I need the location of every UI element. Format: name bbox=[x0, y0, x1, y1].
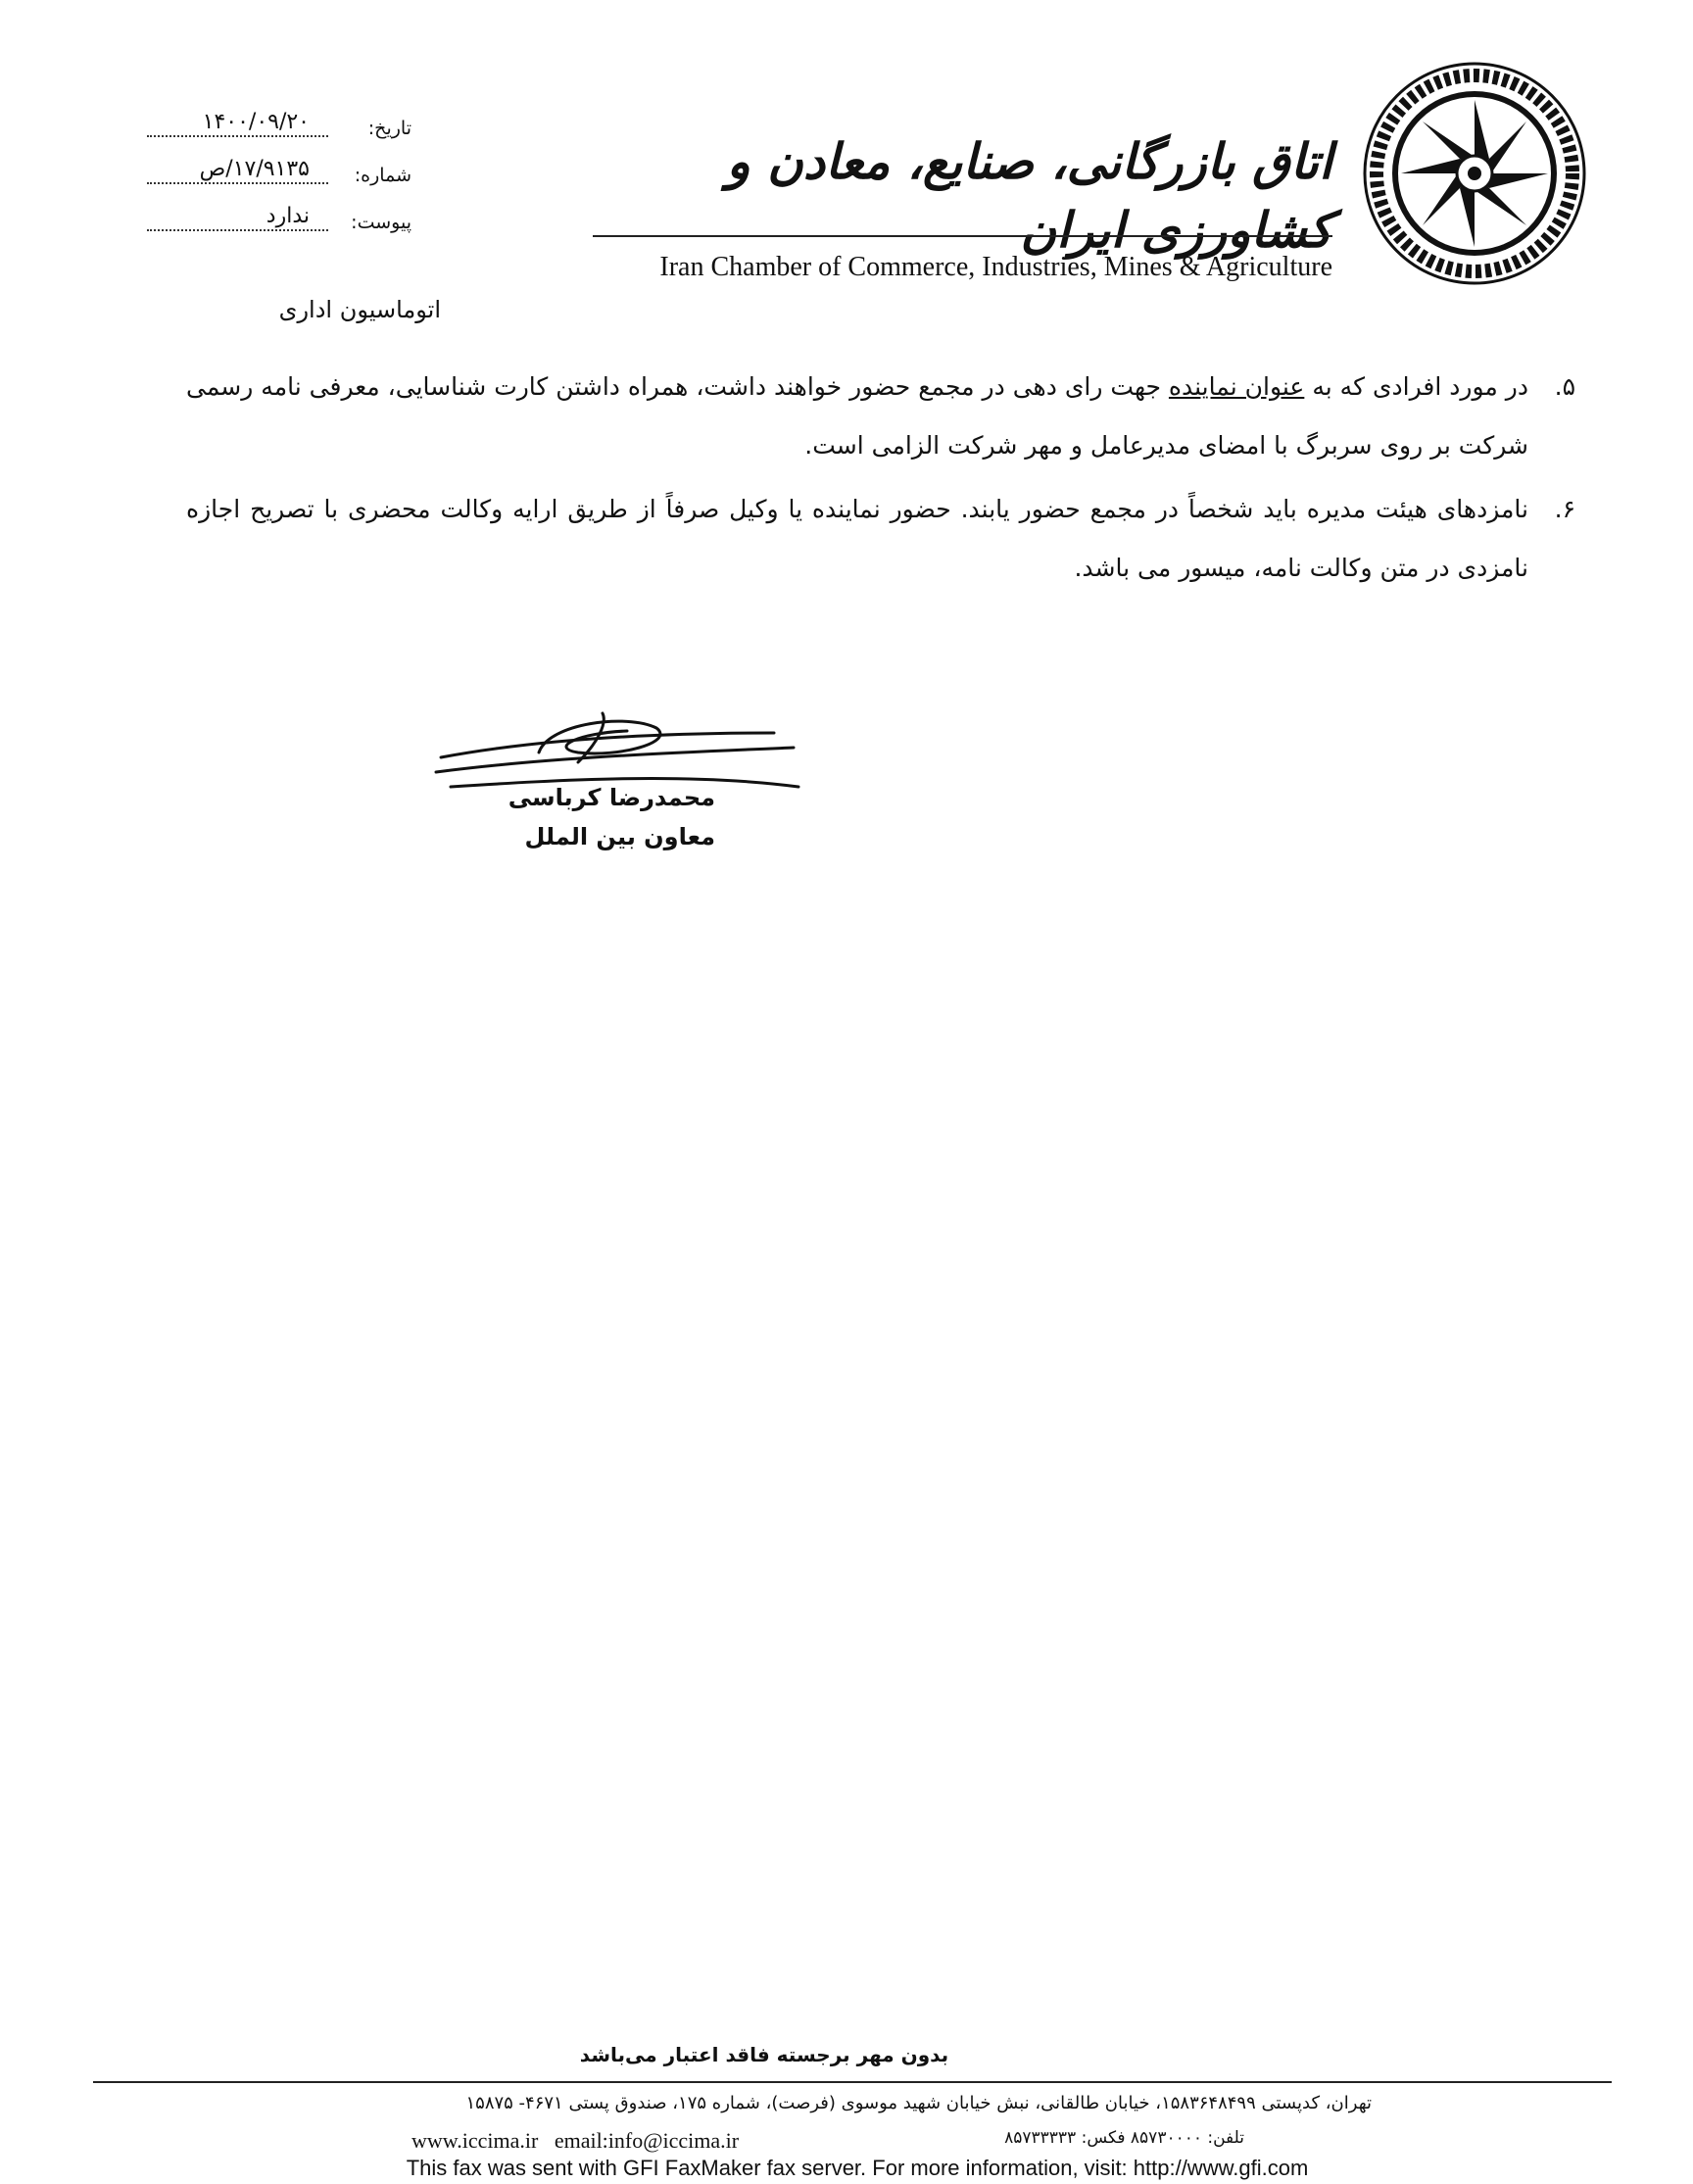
underlined-phrase: عنوان نماینده bbox=[1168, 372, 1305, 401]
date-field bbox=[147, 110, 411, 149]
paragraph-5 bbox=[186, 358, 1575, 475]
signer-title: معاون بین الملل bbox=[524, 823, 715, 850]
attachment-label: پیوست: bbox=[351, 212, 411, 233]
attachment-value: ندارد bbox=[263, 204, 314, 228]
footer-divider bbox=[93, 2081, 1612, 2083]
signer-name: محمدرضا کرباسی bbox=[508, 784, 715, 811]
number-value: ۱۷/۹۱۳۵/ص bbox=[196, 157, 314, 181]
date-dots bbox=[147, 135, 328, 137]
letterhead-divider bbox=[593, 235, 1332, 237]
number-dots bbox=[147, 182, 328, 184]
fax-server-banner: This fax was sent with GFI FaxMaker fax server. For more information, visit: http://www.gfi.com bbox=[406, 2156, 1309, 2180]
paragraph-number: ۶. bbox=[1554, 495, 1575, 523]
number-label: شماره: bbox=[354, 165, 411, 186]
org-name-persian: اتاق بازرگانی، صنایع، معادن و کشاورزی ایران bbox=[726, 132, 1332, 259]
iccima-seal-icon bbox=[1362, 61, 1587, 286]
footer-address: تهران، کدپستی ۱۵۸۳۶۴۸۴۹۹، خیابان طالقانی، نبش خیابان شهید موسوی (فرصت)، شماره ۱۷۵، صندوق پستی ۴۶۷۱- ۱۵۸۷۵ bbox=[465, 2093, 1372, 2113]
footer-web-email bbox=[411, 2128, 823, 2154]
date-value: ۱۴۰۰/۰۹/۲۰ bbox=[199, 110, 314, 134]
recipient-line: اتوماسیون اداری bbox=[278, 296, 441, 323]
org-name-english: Iran Chamber of Commerce, Industries, Mines & Agriculture bbox=[659, 252, 1332, 282]
attachment-field bbox=[147, 204, 411, 243]
footer-email: email:info@iccima.ir bbox=[554, 2128, 740, 2153]
footer-validity-note: بدون مهر برجسته فاقد اعتبار می‌باشد bbox=[579, 2043, 949, 2066]
footer-phone-fax: تلفن: ۸۵۷۳۰۰۰۰ فکس: ۸۵۷۳۳۳۳۳ bbox=[1004, 2128, 1244, 2148]
attachment-dots bbox=[147, 229, 328, 231]
paragraph-text: جهت رای دهی در مجمع حضور خواهند داشت، همراه داشتن کارت شناسایی، معرفی نامه رسمی شرکت بر روی سربرگ با امضای مدیرعامل و مهر شرکت الزامی است. bbox=[186, 372, 1528, 460]
paragraph-text: نامزدهای هیئت مدیره باید شخصاً در مجمع حضور یابند. حضور نماینده یا وکیل صرفاً از طریق ارایه وکالت محضری با تصریح اجازه نامزدی در متن وکالت نامه، میسور می باشد. bbox=[186, 495, 1528, 582]
number-field bbox=[147, 157, 411, 196]
date-label: تاریخ: bbox=[367, 118, 411, 139]
paragraph-6 bbox=[186, 480, 1575, 598]
footer-website: www.iccima.ir bbox=[411, 2128, 539, 2153]
paragraph-text: در مورد افرادی که به bbox=[1304, 372, 1528, 401]
paragraph-number: ۵. bbox=[1554, 372, 1575, 401]
